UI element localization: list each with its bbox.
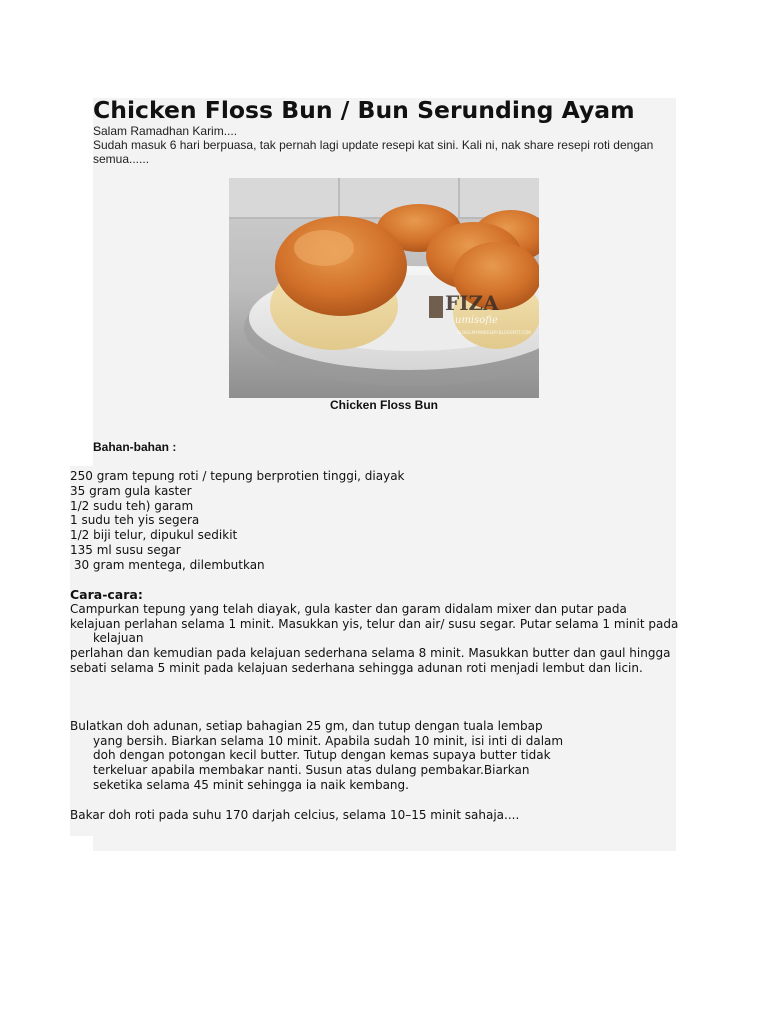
- watermark-name: FIZA: [445, 291, 499, 315]
- method-line: perlahan dan kemudian pada kelajuan sederhana selama 8 minit. Masukkan butter dan gaul hingga: [70, 646, 671, 661]
- shaping-line: yang bersih. Biarkan selama 10 minit. Apabila sudah 10 minit, isi inti di dalam: [93, 733, 564, 748]
- intro-greeting: Salam Ramadhan Karim....: [93, 124, 238, 138]
- ingredients-heading: Bahan-bahan :: [93, 440, 177, 454]
- watermark-script: umisofie: [455, 315, 498, 326]
- baking-paragraph: Bakar doh roti pada suhu 170 darjah celcius, selama 10–15 minit sahaja....: [70, 808, 520, 822]
- ingredient-item: 1 sudu teh yis segera: [70, 513, 200, 528]
- photo-caption: Chicken Floss Bun: [329, 398, 439, 412]
- ingredient-item: 250 gram tepung roti / tepung berprotien tinggi, diayak: [70, 469, 405, 483]
- method-line: Campurkan tepung yang telah diayak, gula kaster dan garam didalam mixer dan putar pada: [70, 602, 627, 616]
- shaping-line: terkeluar apabila membakar nanti. Susun atas dulang pembakar.Biarkan: [93, 763, 530, 778]
- ingredient-item: 30 gram mentega, dilembutkan: [70, 557, 265, 572]
- page-title: Chicken Floss Bun / Bun Serunding Ayam: [93, 96, 635, 124]
- shaping-line: Bulatkan doh adunan, setiap bahagian 25 gm, dan tutup dengan tuala lembap: [70, 719, 543, 733]
- method-steps: [70, 602, 679, 676]
- ingredient-item: 1/2 biji telur, dipukul sedikit: [70, 528, 238, 543]
- intro-body: Sudah masuk 6 hari berpuasa, tak pernah lagi update resepi kat sini. Kali ni, nak share resepi roti dengan semua......: [93, 138, 654, 166]
- ingredient-item: 1/2 sudu teh) garam: [70, 498, 194, 513]
- shaping-line: seketika selama 45 minit sehingga ia naik kembang.: [93, 777, 409, 792]
- ingredient-item: 35 gram gula kaster: [70, 483, 192, 498]
- ingredient-item: 135 ml susu segar: [70, 542, 181, 557]
- intro-text: [93, 124, 663, 166]
- chicken-floss-bun-photo: [229, 178, 539, 398]
- method-line: sebati selama 5 minit pada kelajuan sederhana sehingga adunan roti menjadi lembut dan licin.: [70, 660, 643, 675]
- method-line: kelajuan perlahan selama 1 minit. Masukkan yis, telur dan air/ susu segar. Putar selama 1 minit pada kelajuan: [70, 616, 679, 646]
- shaping-paragraph: [70, 719, 630, 793]
- ingredients-list: [70, 469, 405, 573]
- watermark-url: BLOGS.MYAMRESEPI.BLOGSPOT.COM: [457, 330, 531, 335]
- method-heading: Cara-cara:: [70, 587, 143, 602]
- shaping-line: doh dengan potongan kecil butter. Tutup dengan kemas supaya butter tidak: [93, 748, 551, 763]
